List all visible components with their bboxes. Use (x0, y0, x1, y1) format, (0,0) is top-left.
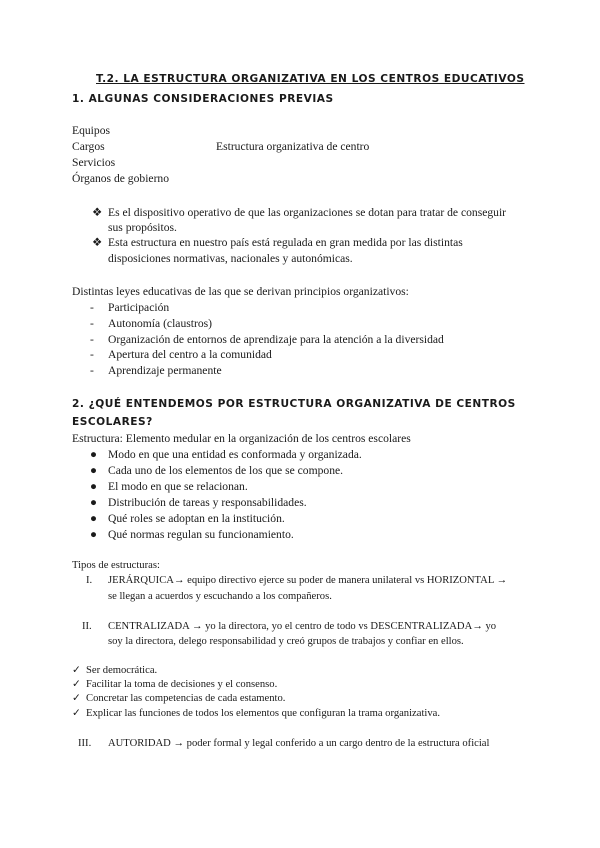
list-item: Qué normas regulan su funcionamiento. (108, 528, 294, 541)
check-icon: ✓ (72, 693, 81, 704)
types-intro: Tipos de estructuras: (72, 560, 160, 571)
list-item: Ser democrática. (86, 665, 158, 676)
bullet-text: Esta estructura en nuestro país está regulada en gran medida por las distintas (108, 236, 463, 249)
list-item: Apertura del centro a la comunidad (108, 348, 272, 361)
list-item: El modo en que se relacionan. (108, 480, 248, 493)
type-number: III. (78, 738, 92, 749)
list-item: Organización de entornos de aprendizaje para la atención a la diversidad (108, 333, 444, 346)
document-title: T.2. LA ESTRUCTURA ORGANIZATIVA EN LOS CENTROS EDUCATIVOS (96, 73, 525, 85)
dash-bullet-icon: - (90, 348, 94, 361)
dot-bullet-icon: ● (90, 464, 98, 477)
check-icon: ✓ (72, 708, 81, 719)
list-item: Equipos (72, 124, 111, 137)
dot-bullet-icon: ● (90, 480, 98, 493)
type-text: soy la directora, delego responsabilidad y creó grupos de trabajos y confiar en ellos. (108, 636, 464, 647)
list-item: Autonomía (claustros) (108, 317, 212, 330)
dot-bullet-icon: ● (90, 528, 98, 541)
list-item: Participación (108, 301, 170, 314)
type-text: JERÁRQUICA→ equipo directivo ejerce su poder de manera unilateral vs HORIZONTAL → (108, 575, 508, 586)
bullet-text: sus propósitos. (108, 221, 177, 234)
section-2-heading: ESCOLARES? (72, 416, 153, 428)
type-text: CENTRALIZADA → yo la directora, yo el centro de todo vs DESCENTRALIZADA→ yo (108, 621, 497, 632)
list-item: Distribución de tareas y responsabilidades. (108, 496, 307, 509)
list-item: Modo en que una entidad es conformada y organizada. (108, 448, 362, 461)
dash-bullet-icon: - (90, 317, 94, 330)
list-item: Facilitar la toma de decisiones y el consenso. (86, 679, 278, 690)
section-1-heading: 1. ALGUNAS CONSIDERACIONES PREVIAS (72, 93, 334, 105)
list-item: Cada uno de los elementos de los que se compone. (108, 464, 344, 477)
bullet-text: disposiciones normativas, nacionales y autonómicas. (108, 252, 353, 265)
dot-bullet-icon: ● (90, 448, 98, 461)
laws-intro: Distintas leyes educativas de las que se derivan principios organizativos: (72, 285, 409, 298)
type-text: se llegan a acuerdos y escuchando a los compañeros. (108, 591, 332, 602)
type-number: I. (86, 575, 93, 586)
section-2-heading: 2. ¿QUÉ ENTENDEMOS POR ESTRUCTURA ORGANIZATIVA DE CENTROS (72, 398, 516, 410)
dash-bullet-icon: - (90, 364, 94, 377)
list-item: Órganos de gobierno (72, 172, 170, 185)
list-item: Aprendizaje permanente (108, 364, 222, 377)
dot-bullet-icon: ● (90, 496, 98, 509)
type-number: II. (82, 621, 92, 632)
dash-bullet-icon: - (90, 301, 94, 314)
structure-definition: Estructura: Elemento medular en la organización de los centros escolares (72, 432, 411, 445)
dash-bullet-icon: - (90, 333, 94, 346)
type-text: AUTORIDAD → poder formal y legal conferido a un cargo dentro de la estructura oficial (108, 738, 490, 749)
diamond-bullet-icon: ❖ (92, 236, 103, 249)
dot-bullet-icon: ● (90, 512, 98, 525)
list-item: Explicar las funciones de todos los elementos que configuran la trama organizativa. (86, 708, 440, 719)
check-icon: ✓ (72, 665, 81, 676)
list-item: Cargos (72, 140, 105, 153)
list-item: Qué roles se adoptan en la institución. (108, 512, 285, 525)
bullet-text: Es el dispositivo operativo de que las organizaciones se dotan para tratar de conseguir (108, 206, 507, 219)
list-item: Servicios (72, 156, 116, 169)
diamond-bullet-icon: ❖ (92, 206, 103, 219)
structure-label: Estructura organizativa de centro (216, 140, 370, 153)
list-item: Concretar las competencias de cada estamento. (86, 693, 286, 704)
check-icon: ✓ (72, 679, 81, 690)
